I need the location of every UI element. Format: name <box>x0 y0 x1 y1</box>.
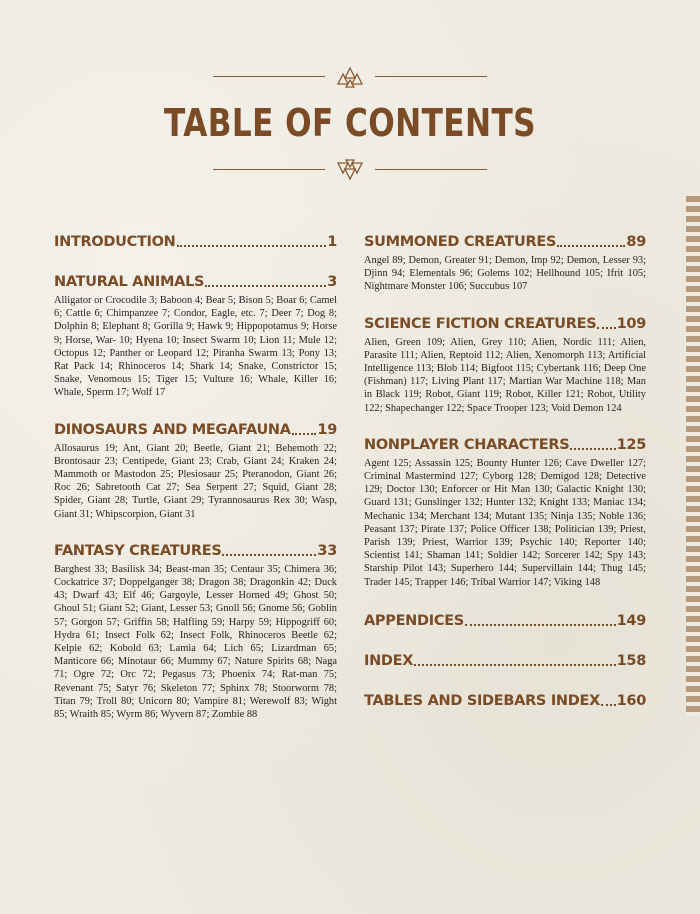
page-number: 1 <box>327 234 337 250</box>
leader-dots <box>597 323 615 329</box>
toc-entry[interactable] <box>364 314 646 334</box>
section-subentries: Angel 89; Demon, Greater 91; Demon, Imp 92; Demon, Lesser 93; Djinn 94; Elementals 96; Golems 102; Hellhound 105; Ifrit 105; Nightmare Monster 106; Succubus 107 <box>364 255 646 293</box>
toc-entry[interactable] <box>364 651 646 671</box>
leader-dots <box>222 550 316 556</box>
toc-section-npcs[interactable] <box>364 435 646 589</box>
page-number: 19 <box>317 421 337 438</box>
page-number: 3 <box>327 274 337 290</box>
toc-section-dinosaurs[interactable] <box>54 420 337 521</box>
leader-dots <box>557 241 625 247</box>
leader-dots <box>414 660 615 666</box>
toc-section-summoned[interactable] <box>364 232 646 294</box>
page-number: 89 <box>626 234 646 250</box>
toc-section-appendices[interactable] <box>364 611 646 631</box>
section-subentries: Barghest 33; Basilisk 34; Beast-man 35; Centaur 35; Chimera 36; Cockatrice 37; Doppelganger 38; Dragon 38; Dragonkin 42; Duck 43; Dwarf 43; Elf 46; Gargoyle, Lesser Horned 49; Ghost 50; Ghoul 51; Giant 52; Giant, Lesser 53; Gnoll 56; Gnome 56; Goblin 57; Gorgon 57; Griffin 58; Halfling 59; Harpy 59; Hippogriff 60; Hydra 61; Insect Folk 62; Insect Folk, Rhinoceros Beetle 62; Kelpie 62; Kobold 63; Lamia 64; Lich 65; Lizardman 65; Manticore 66; Minotaur 66; Mummy 67; Nature Spirits 68; Naga 71; Ogre 72; Orc 72; Pegasus 73; Phoenix 74; Rat-man 75; Revenant 75; Satyr 76; Skeleton 77; Sphinx 78; Stoorworm 78; Titan 79; Troll 80; Unicorn 80; Vampire 81; Werewolf 83; Wight 85; Wraith 85; Wyrm 86; Wyvern 87; Zombie 88 <box>54 563 337 721</box>
toc-entry[interactable] <box>54 420 337 440</box>
toc-section-introduction[interactable] <box>54 232 337 252</box>
toc-section-fantasy-creatures[interactable] <box>54 541 337 721</box>
toc-entry[interactable] <box>54 232 337 252</box>
section-label: SUMMONED CREATURES <box>364 234 557 250</box>
leader-dots <box>465 620 616 626</box>
section-label: DINOSAURS AND MEGAFAUNA <box>54 421 291 438</box>
toc-section-natural-animals[interactable] <box>54 272 337 400</box>
leader-dots <box>205 281 326 287</box>
leader-dots <box>601 700 616 706</box>
toc-entry[interactable] <box>54 541 337 561</box>
leader-dots <box>570 444 615 450</box>
page-number: 160 <box>616 692 646 709</box>
toc-entry[interactable] <box>364 611 646 631</box>
toc-section-index[interactable] <box>364 651 646 671</box>
triangles-down-icon <box>335 159 365 181</box>
section-label: NATURAL ANIMALS <box>54 274 205 290</box>
leader-dots <box>177 241 327 247</box>
toc-entry[interactable] <box>54 272 337 292</box>
page-number: 158 <box>616 652 646 669</box>
page-number: 149 <box>616 612 646 629</box>
leader-dots <box>292 429 317 435</box>
section-label: SCIENCE FICTION CREATURES <box>364 315 597 332</box>
toc-right-column <box>364 232 646 711</box>
section-label: APPENDICES <box>364 612 464 629</box>
section-subentries: Agent 125; Assassin 125; Bounty Hunter 126; Cave Dweller 127; Criminal Mastermind 127; Cyborg 128; Demigod 128; Detective 129; Doctor 130; Enforcer or Hit Man 130; Galactic Knight 130; Guard 131; Gunslinger 132; Hunter 132; Knight 133; Maniac 134; Mechanic 134; Merchant 134; Mutant 135; Ninja 135; Noble 136; Peasant 137; Pirate 137; Police Officer 138; Politician 139; Priest, Parish 139; Priest, Warrior 139; Psychic 140; Reporter 140; Scientist 141; Shaman 141; Soldier 142; Sorcerer 142; Spy 143; Starship Pilot 143; Superhero 144; Supervillain 144; Thug 145; Trader 145; Trapper 146; Tribal Warrior 147; Viking 148 <box>364 457 646 588</box>
page-title: TABLE OF CONTENTS <box>163 101 537 145</box>
section-subentries: Alligator or Crocodile 3; Baboon 4; Bear 5; Bison 5; Boar 6; Camel 6; Cattle 6; Chimpanzee 7; Condor, Eagle, etc. 7; Deer 7; Dog 8; Dolphin 8; Elephant 8; Gorilla 9; Hawk 9; Hippopotamus 9; Horse 9; Horse, War- 10; Hyena 10; Insect Swarm 10; Lion 11; Mule 12; Octopus 12; Panther or Leopard 12; Piranha Swarm 13; Pony 13; Rat Pack 14; Rhinoceros 14; Shark 14; Snake, Constrictor 15; Snake, Venomous 15; Tiger 15; Vulture 16; Whale, Killer 16; Whale, Sperm 17; Wolf 17 <box>54 295 337 399</box>
section-label: INTRODUCTION <box>54 234 176 250</box>
section-label: FANTASY CREATURES <box>54 542 222 559</box>
triangles-up-icon <box>335 66 365 88</box>
section-subentries: Alien, Green 109; Alien, Grey 110; Alien, Nordic 111; Alien, Parasite 111; Alien, Reptoid 112; Alien, Xenomorph 113; Artificial Intelligence 113; Blob 114; Bigfoot 115; Cybertank 116; Deep One (Fishman) 117; Living Plant 117; Martian War Machine 118; Man in Black 119; Robot, Giant 119; Robot, Killer 121; Robot, Utility 122; Shapechanger 122; Space Trooper 123; Void Demon 124 <box>364 336 646 414</box>
page-number: 109 <box>616 315 646 332</box>
bottom-ornament <box>213 159 487 181</box>
edge-tab-stripes <box>686 196 700 716</box>
section-label: INDEX <box>364 652 414 669</box>
toc-section-tables-index[interactable] <box>364 691 646 711</box>
toc-left-column <box>54 232 337 721</box>
top-ornament <box>213 66 487 88</box>
toc-entry[interactable] <box>364 232 646 252</box>
page-number: 125 <box>616 436 646 453</box>
section-subentries: Allosaurus 19; Ant, Giant 20; Beetle, Giant 21; Behemoth 22; Brontosaur 23; Centipede, Giant 23; Crab, Giant 24; Kraken 24; Mammoth or Mastodon 25; Plesiosaur 25; Pteranodon, Giant 26; Roc 26; Sabretooth Cat 27; Sea Serpent 27; Squid, Giant 28; Spider, Giant 28; Turtle, Giant 29; Tyrannosaurus Rex 30; Wasp, Giant 31; Whipscorpion, Giant 31 <box>54 442 337 520</box>
page-number: 33 <box>317 542 337 559</box>
toc-entry[interactable] <box>364 691 646 711</box>
toc-section-science-fiction[interactable] <box>364 314 646 415</box>
section-label: TABLES AND SIDEBARS INDEX <box>364 692 600 709</box>
section-label: NONPLAYER CHARACTERS <box>364 436 570 453</box>
toc-entry[interactable] <box>364 435 646 455</box>
